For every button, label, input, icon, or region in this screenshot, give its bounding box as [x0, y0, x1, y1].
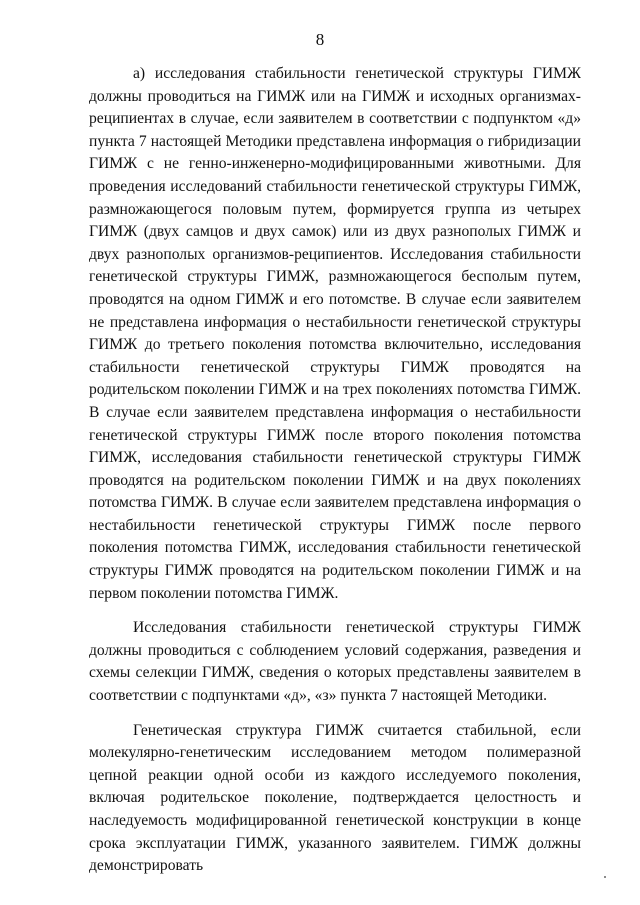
paragraph-study-conditions: Исследования стабильности генетической структуры ГИМЖ должны проводиться с соблюдением условий содержания, разведения и схемы селекции ГИМЖ, сведения о которых представлены заявителем в соответствии с подпунктами «д», «з» пункта 7 настоящей Методики.	[89, 619, 581, 705]
paragraph-stability-criteria: Генетическая структура ГИМЖ считается стабильной, если молекулярно-генетическим исследованием методом полимеразной цепной реакции одной особи из каждого исследуемого поколения, включая родительское поколение, подтверждается целостность и наследуемость модифицированной генетической конструкции в конце срока эксплуатации ГИМЖ, указанного заявителем. ГИМЖ должны демонстрировать	[89, 721, 581, 875]
scan-speck	[604, 876, 606, 878]
page-number: 8	[315, 30, 325, 49]
paragraph-stability-studies: а) исследования стабильности генетической структуры ГИМЖ должны проводиться на ГИМЖ или на ГИМЖ и исходных организмах-реципиентах в случае, если заявителем в соответствии с подпунктом «д» пункта 7 настоящей Методики представлена информация о гибридизации ГИМЖ с не генно-инженерно-модифицированными животными. Для проведения исследований стабильности генетической структуры ГИМЖ, размножающегося половым путем, формируется группа из четырех ГИМЖ (двух самцов и двух самок) или из двух разнополых ГИМЖ и двух разнополых организмов-реципиентов. Исследования стабильности генетической структуры ГИМЖ, размножающегося бесполым путем, проводятся на одном ГИМЖ и его потомстве. В случае если заявителем не представлена информация о нестабильности генетической структуры ГИМЖ до третьего поколения потомства включительно, исследования стабильности генетической структуры ГИМЖ проводятся на родительском поколении ГИМЖ и на трех поколениях потомства ГИМЖ. В случае если заявителем представлена информация о нестабильности генетической структуры ГИМЖ после второго поколения потомства ГИМЖ, исследования стабильности генетической структуры ГИМЖ проводятся на родительском поколении ГИМЖ и на двух поколениях потомства ГИМЖ. В случае если заявителем представлена информация о нестабильности генетической структуры ГИМЖ после первого поколения потомства ГИМЖ, исследования стабильности генетической структуры ГИМЖ проводятся на родительском поколении ГИМЖ и на первом поколении потомства ГИМЖ.	[89, 65, 581, 602]
document-body	[89, 63, 581, 878]
